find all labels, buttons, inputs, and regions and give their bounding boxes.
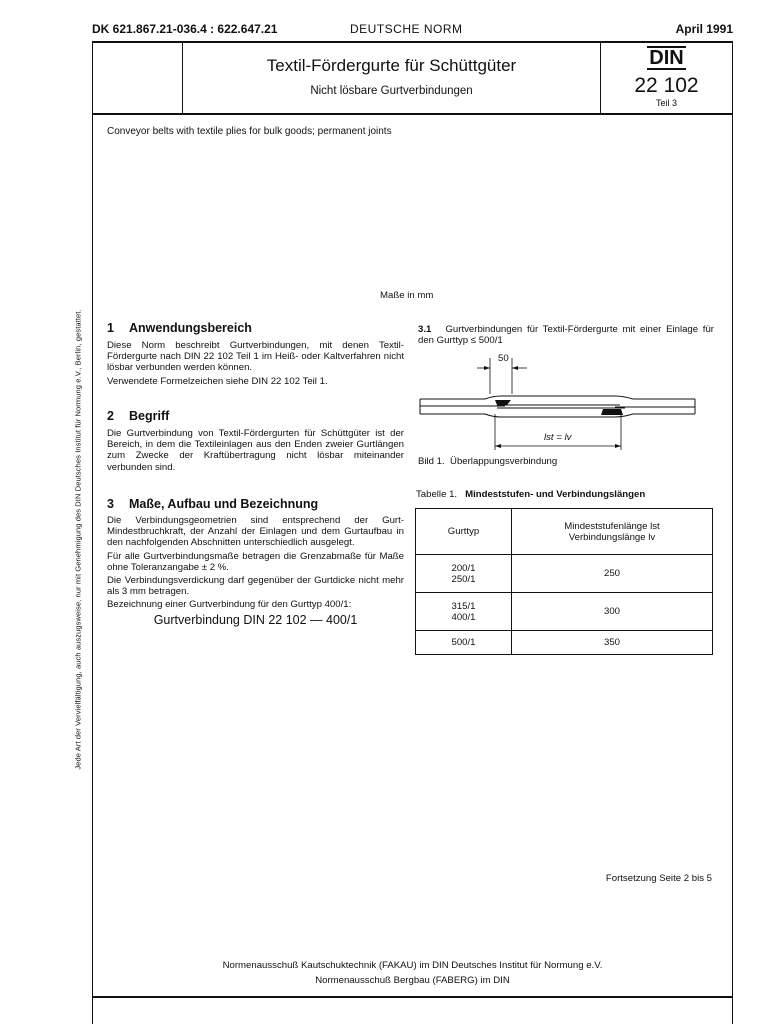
table-row [416, 593, 713, 631]
footer-committee-2: Normenausschuß Bergbau (FABERG) im DIN [315, 975, 510, 986]
section-3-thickness: Die Verbindungsverdickung darf gegenüber der Gurtdicke nicht mehr als 3 mm betragen. [107, 575, 404, 598]
title-block-bottom-line [92, 113, 733, 115]
section-3-designation-intro: Bezeichnung einer Gurtverbindung für den Gurttyp 400/1: [107, 599, 352, 611]
gurttyp-value: 315/1 [451, 600, 476, 612]
length-value: 300 [512, 593, 713, 631]
frame-left-line [92, 41, 93, 1024]
dk-classification: DK 621.867.21-036.4 : 622.647.21 [92, 22, 278, 36]
designation-example: Gurtverbindung DIN 22 102 — 400/1 [153, 612, 358, 627]
frame-top-line [92, 41, 733, 43]
figure-caption-text: Überlappungsverbindung [450, 456, 558, 467]
section-1-text: Diese Norm beschreibt Gurtverbindungen, mit denen Textil-Fördergurte nach DIN 22 102 Teil 1 im Heiß- oder Kaltverfahren nicht lösbar verbunden werden können. [107, 340, 404, 374]
section-3-title: Maße, Aufbau und Bezeichnung [129, 497, 319, 511]
footer-committee-1: Normenausschuß Kautschuktechnik (FAKAU) im DIN Deutsches Institut für Normung e.V. [222, 960, 603, 971]
units-note: Maße in mm [380, 290, 434, 301]
gurttyp-cell [416, 593, 512, 631]
table-row [416, 631, 713, 655]
frame-right-line [732, 41, 733, 1024]
document-subtitle: Nicht lösbare Gurtverbindungen [310, 85, 473, 97]
header-gurttyp: Gurttyp [416, 509, 512, 555]
length-value: 250 [512, 555, 713, 593]
figure-caption [418, 456, 557, 467]
length-label: lst = lv [544, 432, 572, 443]
section-3-number: 3 [107, 497, 114, 511]
section-2-title: Begriff [129, 409, 170, 423]
din-logo-text: DIN [649, 47, 684, 69]
part-number: Teil 3 [655, 98, 677, 108]
table-caption [416, 489, 645, 500]
step-wedge-right [601, 409, 623, 415]
issue-date: April 1991 [675, 22, 733, 36]
dim-arrowhead-right [512, 366, 518, 370]
section-3-tolerance: Für alle Gurtverbindungsmaße betragen die Grenzabmaße für Maße ohne Toleranzangabe ± 2 %. [107, 550, 404, 573]
section-1 [107, 321, 404, 387]
copyright-side-note: Jede Art der Vervielfältigung, auch auszugsweise, nur mit Genehmigung des DIN Deutsches Institut für Normung e.V., Berlin, gestattet. [73, 309, 83, 770]
section-3-1-body: Gurtverbindungen für Textil-Fördergurte mit einer Einlage für den Gurttyp ≤ 500/1 [418, 324, 714, 347]
belt-bottom-edge [420, 414, 695, 417]
section-2 [107, 409, 404, 473]
section-2-heading [107, 409, 404, 423]
gurttyp-cell [416, 555, 512, 593]
section-3-1-text [418, 324, 714, 346]
length-value: 350 [512, 631, 713, 655]
header-min-step-length: Mindeststufenlänge lst [564, 520, 660, 532]
gurttyp-value: 200/1 [451, 562, 476, 574]
table-row [416, 555, 713, 593]
english-title: Conveyor belts with textile plies for bulk goods; permanent joints [107, 126, 392, 137]
length-table [415, 508, 713, 655]
gurttyp-value: 500/1 [416, 631, 512, 655]
title-divider-left [182, 41, 183, 114]
section-3 [107, 497, 404, 627]
section-1-heading [107, 321, 404, 335]
dim-arrowhead-left [484, 366, 490, 370]
continuation-note: Fortsetzung Seite 2 bis 5 [605, 873, 712, 884]
section-1-title: Anwendungsbereich [129, 321, 252, 335]
section-1-formula-note: Verwendete Formelzeichen siehe DIN 22 102 Teil 1. [107, 375, 328, 387]
document-title: Textil-Fördergurte für Schüttgüter [266, 56, 517, 75]
table-header-row [416, 509, 713, 555]
step-wedge-left [495, 400, 511, 405]
header-joint-length: Verbindungslänge lv [568, 531, 656, 543]
len-arrowhead-left [495, 444, 501, 448]
section-3-1-number: 3.1 [418, 324, 432, 335]
norm-label: DEUTSCHE NORM [350, 22, 463, 36]
section-1-number: 1 [107, 321, 114, 335]
len-arrowhead-right [615, 444, 621, 448]
figure-caption-number: Bild 1. [418, 456, 445, 467]
table-caption-text: Mindeststufen- und Verbindungslängen [465, 489, 646, 500]
frame-bottom-line [92, 996, 733, 998]
dimension-50-label: 50 [498, 353, 509, 364]
section-2-text: Die Gurtverbindung von Textil-Fördergurten für Schüttgüter ist der Bereich, in dem die Textileinlagen aus den Enden zweier Gurtlängen zum Zwecke der Kraftübertragung nicht lösbar miteinander verbunden sind. [107, 428, 404, 473]
table-caption-number: Tabelle 1. [416, 489, 458, 500]
din-logo [601, 46, 732, 70]
section-2-number: 2 [107, 409, 114, 423]
gurttyp-value: 400/1 [451, 611, 476, 623]
section-3-1 [418, 324, 714, 346]
gurttyp-value: 250/1 [451, 573, 476, 585]
header-lengths [512, 509, 713, 555]
section-3-text: Die Verbindungsgeometrien sind entsprechend der Gurt-Mindestbruchkraft, der Anzahl der Einlagen und dem Gurtaufbau in den nachfolgenden Abschnitten unterschiedlich ausgelegt. [107, 515, 404, 549]
din-number: 22 102 [634, 74, 699, 97]
section-3-heading [107, 497, 404, 511]
belt-top-edge [420, 396, 695, 399]
